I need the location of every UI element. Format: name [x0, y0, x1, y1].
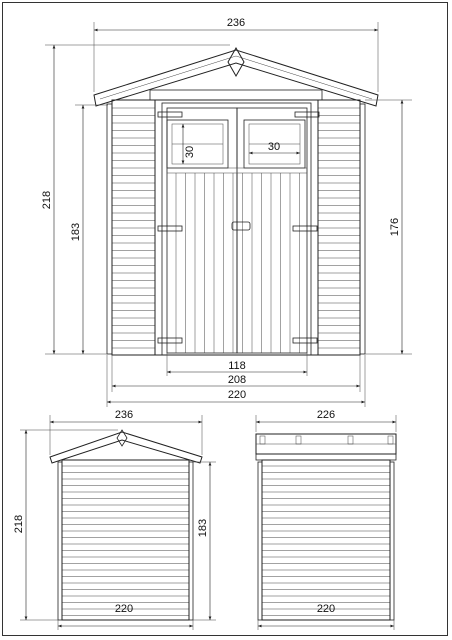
back-post-right [390, 462, 394, 620]
dim-back-base: 220 [316, 603, 336, 615]
dim-frame-width: 208 [227, 374, 247, 386]
door-frame [155, 100, 318, 355]
dim-front-base: 220 [227, 389, 247, 401]
back-view [256, 434, 396, 620]
rafter-end [296, 436, 301, 444]
dim-door-height: 176 [389, 217, 401, 237]
front-right-wall [318, 108, 360, 348]
hinge-icon [293, 338, 317, 343]
right-door-rail [237, 168, 307, 173]
fascia-board [150, 90, 322, 100]
left-door-rail [167, 168, 237, 173]
door-planks [176, 173, 300, 353]
dim-window-width: 30 [267, 141, 281, 153]
door-frame-inner [162, 103, 311, 355]
dim-side-total-height: 218 [13, 514, 25, 534]
rafter-end [388, 436, 393, 444]
left-corner-post [107, 104, 112, 354]
back-wall-boards [262, 466, 390, 616]
front-left-wall [112, 108, 155, 348]
back-post-left [258, 462, 262, 620]
front-roof [94, 50, 378, 106]
dim-side-base: 220 [114, 603, 134, 615]
left-door-leaf [167, 108, 237, 353]
rafter-end [260, 436, 265, 444]
dim-door-width: 118 [228, 360, 246, 372]
right-corner-post [360, 104, 365, 354]
side-post-left [58, 462, 62, 620]
dim-window-height: 30 [184, 145, 196, 159]
front-dimensions [41, 17, 412, 407]
back-roof-trim [256, 454, 396, 460]
side-post-right [189, 462, 193, 620]
dim-side-wall-height: 183 [197, 518, 209, 538]
dim-front-total-height: 218 [41, 190, 53, 210]
dim-side-width: 236 [114, 409, 134, 421]
rafter-end [348, 436, 353, 444]
side-view [50, 430, 202, 620]
front-view [94, 48, 378, 355]
dim-front-width: 236 [226, 17, 246, 29]
dim-back-top-width: 226 [316, 409, 336, 421]
hinge-icon [293, 226, 317, 231]
dim-front-wall-height: 183 [70, 222, 82, 242]
door-handle-icon [232, 222, 250, 230]
side-wall-boards [62, 466, 189, 616]
back-dimensions [256, 409, 396, 630]
